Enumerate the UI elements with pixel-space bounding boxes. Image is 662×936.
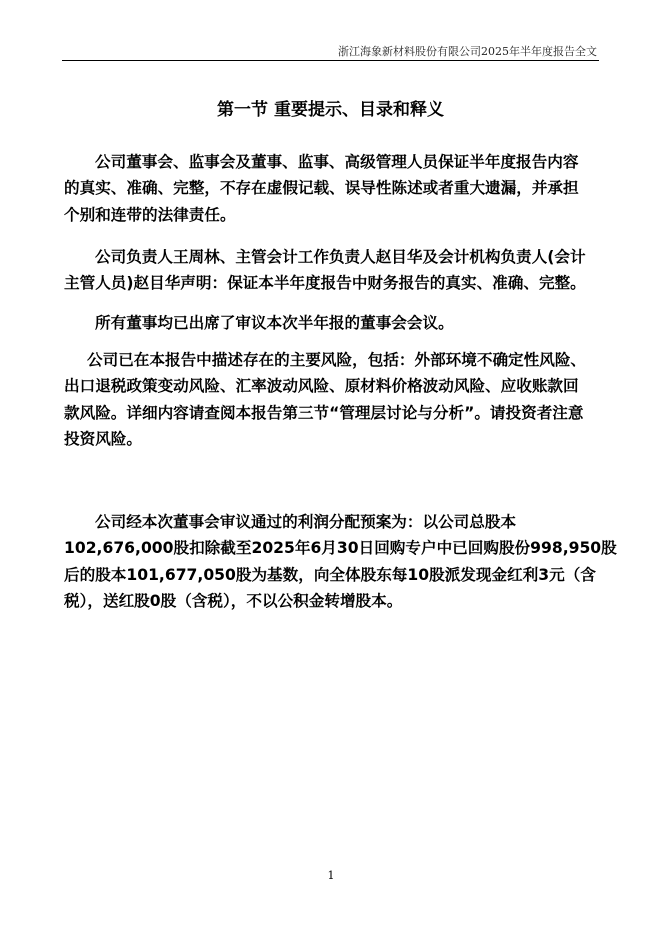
statement-paragraph-1 <box>64 149 584 228</box>
paragraph-line: 的真实、准确、完整，不存在虚假记载、误导性陈述或者重大遗漏，并承担 <box>64 179 579 198</box>
paragraph-line: 主管人员)赵目华声明：保证本半年度报告中财务报告的真实、准确、完整。 <box>64 274 586 293</box>
paragraph-line: 102,676,000股扣除截至2025年6月30日回购专户中已回购股份998,950股 <box>64 539 617 558</box>
paragraph-line: 公司董事会、监事会及董事、监事、高级管理人员保证半年度报告内容 <box>95 153 579 171</box>
statement-paragraph-2 <box>64 244 584 297</box>
paragraph-line: 款风险。详细内容请查阅本报告第三节“管理层讨论与分析”。请投资者注意 <box>64 403 584 422</box>
paragraph-line: 公司负责人王周林、主管会计工作负责人赵目华及会计机构负责人(会计 <box>95 248 586 266</box>
paragraph-line: 税），送红股0股（含税），不以公积金转增股本。 <box>64 591 403 610</box>
paragraph-line: 后的股本101,677,050股为基数，向全体股东每10股派发现金红利3元（含 <box>64 565 596 584</box>
header-rule <box>62 60 599 61</box>
dividend-paragraph <box>64 509 617 614</box>
paragraph-line: 公司经本次董事会审议通过的利润分配预案为：以公司总股本 <box>95 513 517 531</box>
paragraph-line: 出口退税政策变动风险、汇率波动风险、原材料价格波动风险、应收账款回 <box>64 377 579 396</box>
paragraph-line: 公司已在本报告中描述存在的主要风险，包括：外部环境不确定性风险、 <box>87 351 587 369</box>
paragraph-line: 个别和连带的法律责任。 <box>64 205 236 224</box>
section-title: 第一节 重要提示、目录和释义 <box>217 100 444 120</box>
paragraph-line: 投资风险。 <box>64 429 142 448</box>
running-header: 浙江海象新材料股份有限公司2025年半年度报告全文 <box>338 45 597 58</box>
risk-paragraph <box>64 347 587 452</box>
page-number: 1 <box>327 869 335 882</box>
statement-paragraph-3 <box>64 310 584 336</box>
paragraph-line: 所有董事均已出席了审议本次半年报的董事会会议。 <box>95 314 454 332</box>
